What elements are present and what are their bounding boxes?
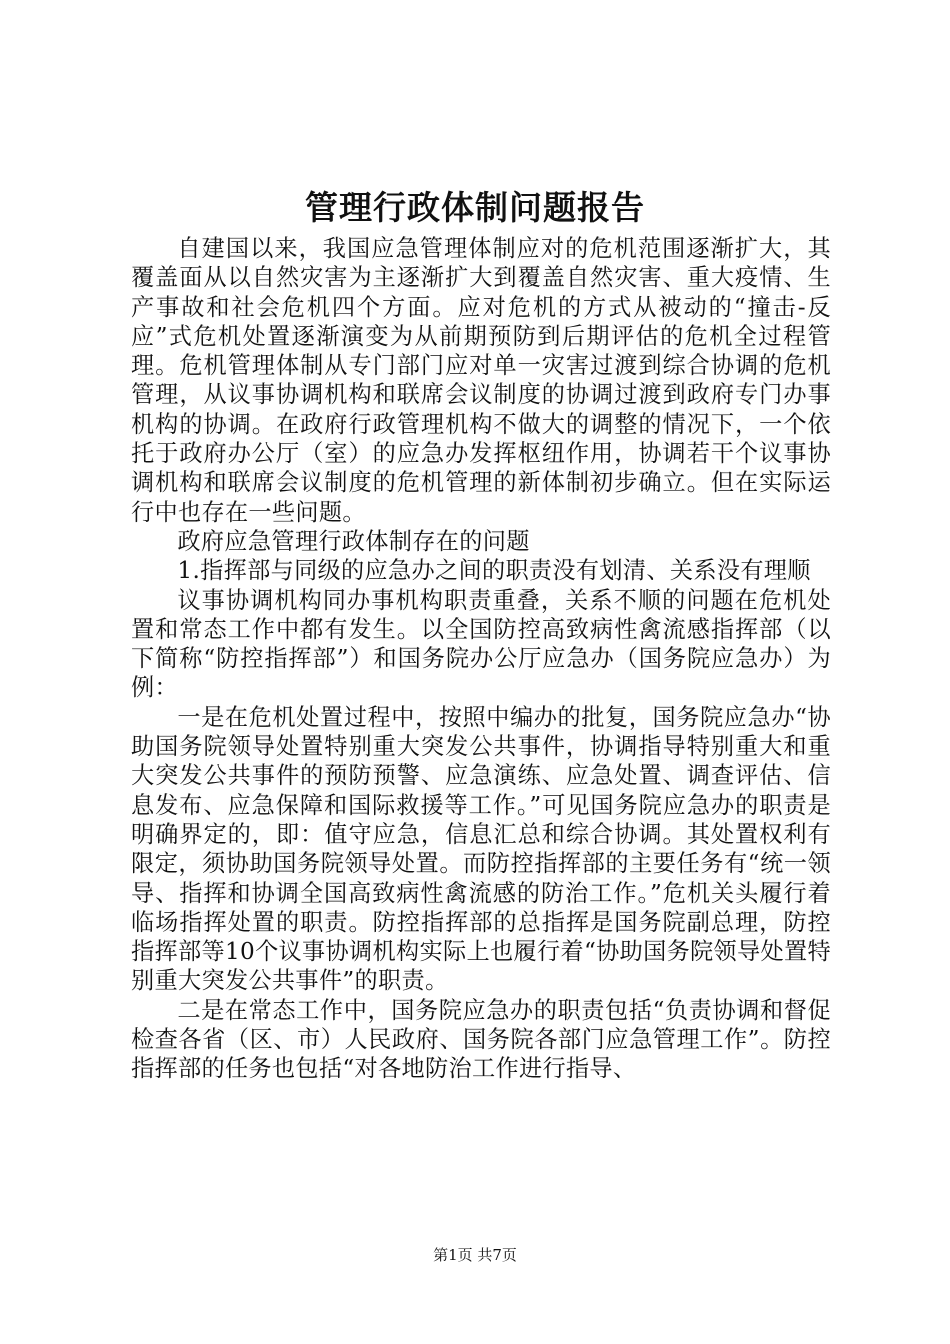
document-title: 管理行政体制问题报告 (305, 188, 645, 227)
document-body (131, 234, 831, 1084)
paragraph-second-point: 二是在常态工作中，国务院应急办的职责包括“负责协调和督促检查各省（区、市）人民政府、国务院各部门应急管理工作”。防控指挥部的任务也包括“对各地防治工作进行指导、 (131, 996, 831, 1083)
paragraph-first-point: 一是在危机处置过程中，按照中编办的批复，国务院应急办“协助国务院领导处置特别重大突发公共事件，协调指导特别重大和重大突发公共事件的预防预警、应急演练、应急处置、调查评估、信息发布、应急保障和国际救援等工作。”可见国务院应急办的职责是明确界定的，即：值守应急，信息汇总和综合协调。其处置权利有限定，须协助国务院领导处置。而防控指挥部的主要任务有“统一领导、指挥和协调全国高致病性禽流感的防治工作。”危机关头履行着临场指挥处置的职责。防控指挥部的总指挥是国务院副总理，防控指挥部等10个议事协调机构实际上也履行着“协助国务院领导处置特别重大突发公共事件”的职责。 (131, 703, 831, 995)
subsection-heading: 1.指挥部与同级的应急办之间的职责没有划清、关系没有理顺 (177, 557, 811, 585)
paragraph-intro: 自建国以来，我国应急管理体制应对的危机范围逐渐扩大，其覆盖面从以自然灾害为主逐渐扩大到覆盖自然灾害、重大疫情、生产事故和社会危机四个方面。应对危机的方式从被动的“撞击-反应”式危机处置逐渐演变为从前期预防到后期评估的危机全过程管理。危机管理体制从专门部门应对单一灾害过渡到综合协调的危机管理，从议事协调机构和联席会议制度的协调过渡到政府专门办事机构的协调。在政府行政管理机构不做大的调整的情况下，一个依托于政府办公厅（室）的应急办发挥枢纽作用，协调若干个议事协调机构和联席会议制度的危机管理的新体制初步确立。但在实际运行中也存在一些问题。 (131, 235, 831, 526)
section-heading: 政府应急管理行政体制存在的问题 (177, 527, 530, 555)
page-footer: 第1页 共7页 (433, 1246, 517, 1264)
paragraph-overlap: 议事协调机构同办事机构职责重叠，关系不顺的问题在危机处置和常态工作中都有发生。以全国防控高致病性禽流感指挥部（以下简称“防控指挥部”）和国务院办公厅应急办（国务院应急办）为例： (131, 586, 831, 702)
